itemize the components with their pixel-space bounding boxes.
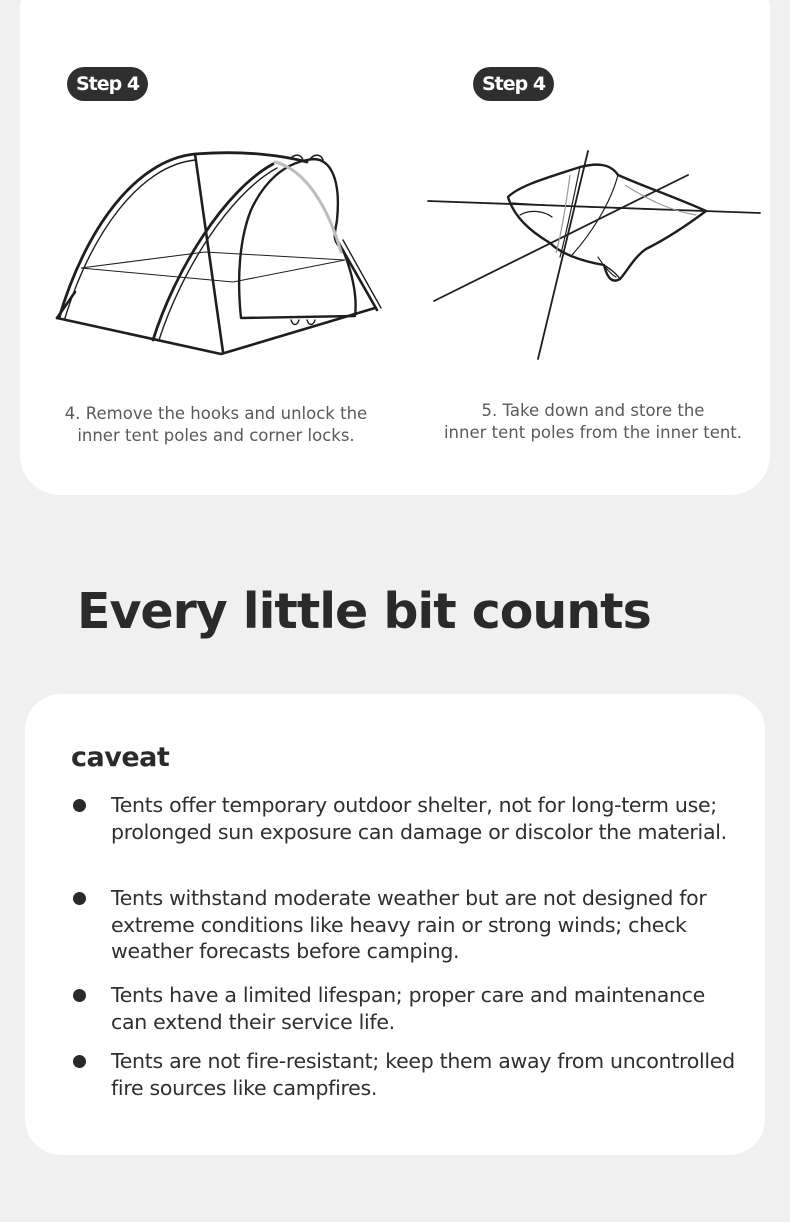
caveat-item-text: Tents withstand moderate weather but are not designed for extreme conditions like heavy rain or strong winds; check weather forecasts before camping. bbox=[111, 886, 707, 963]
step-badge-right: Step 4 bbox=[473, 67, 554, 101]
caveat-item-3 bbox=[111, 982, 741, 1035]
bullet-icon bbox=[73, 1055, 86, 1068]
caveat-title: caveat bbox=[71, 742, 170, 773]
caveat-item-text: Tents have a limited lifespan; proper care and maintenance can extend their service life. bbox=[111, 983, 705, 1034]
step5-caption-line2: inner tent poles from the inner tent. bbox=[443, 423, 743, 442]
caveat-card bbox=[25, 694, 765, 1155]
step4-caption bbox=[30, 403, 402, 447]
caveat-item-text: Tents offer temporary outdoor shelter, not for long-term use; prolonged sun exposure can damage or discolor the material. bbox=[111, 793, 727, 844]
caveat-item-1 bbox=[111, 792, 741, 845]
step4-caption-line1: 4. Remove the hooks and unlock the bbox=[64, 404, 368, 423]
tent-unhook-illustration bbox=[45, 140, 390, 365]
step5-caption-line1: 5. Take down and store the bbox=[481, 401, 705, 420]
inner-tent-poles-illustration bbox=[420, 145, 770, 365]
step5-caption bbox=[410, 400, 776, 444]
caveat-item-4 bbox=[111, 1048, 741, 1101]
page-headline: Every little bit counts bbox=[77, 583, 651, 640]
step-badge-left: Step 4 bbox=[67, 67, 148, 101]
bullet-icon bbox=[73, 892, 86, 905]
bullet-icon bbox=[73, 799, 86, 812]
bullet-icon bbox=[73, 989, 86, 1002]
caveat-item-text: Tents are not fire-resistant; keep them away from uncontrolled fire sources like campfires. bbox=[111, 1049, 735, 1100]
caveat-item-2 bbox=[111, 885, 741, 965]
step4-caption-line2: inner tent poles and corner locks. bbox=[77, 426, 355, 445]
